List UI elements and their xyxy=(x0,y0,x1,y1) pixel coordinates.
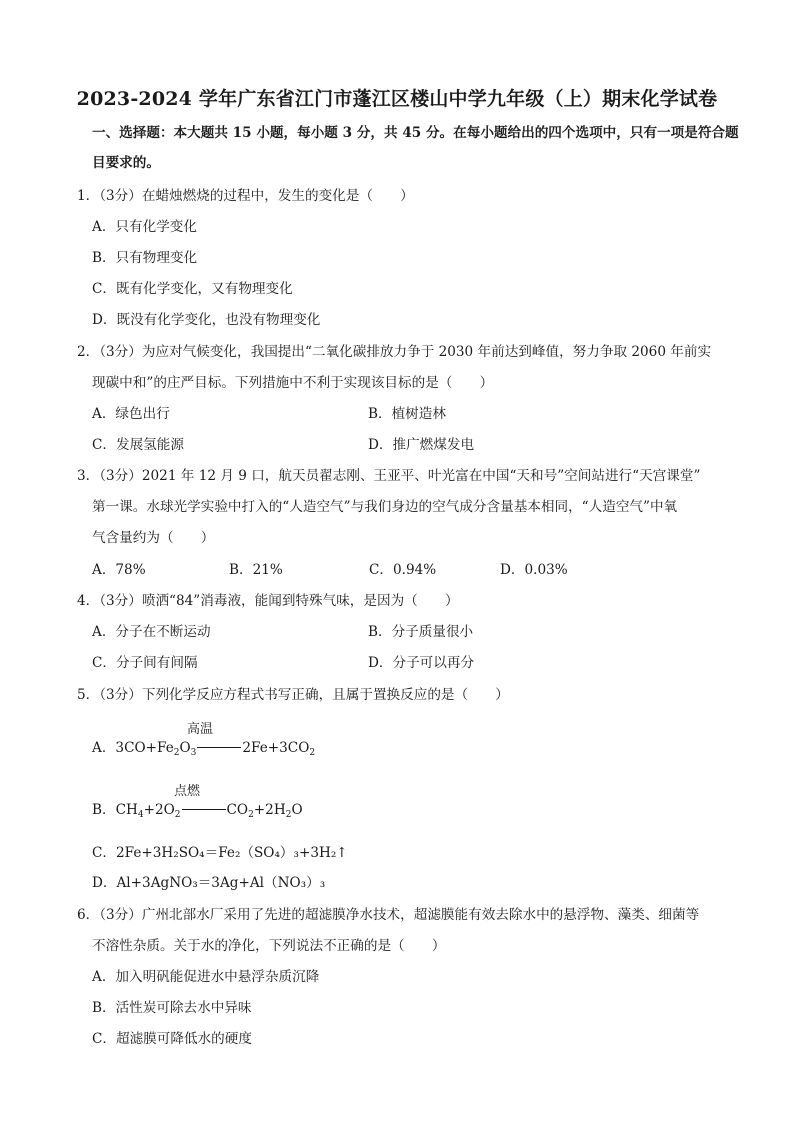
q5-b-label: B． xyxy=(92,802,116,818)
q5-stem: 5．（3分）下列化学反应方程式书写正确，且属于置换反应的是（ ） xyxy=(77,687,509,703)
q1-option-d: D．既没有化学变化，也没有物理变化 xyxy=(92,312,321,328)
q2-option-a: A．绿色出行 xyxy=(92,406,170,422)
q5-b-condition: 点燃 xyxy=(174,784,201,799)
q5-a-reactant: 3CO+Fe xyxy=(115,740,174,756)
q5-option-a xyxy=(92,739,315,762)
q2-option-b: B．植树造林 xyxy=(368,406,446,422)
q6-stem-line2: 不溶性杂质。关于水的净化，下列说法不正确的是（ ） xyxy=(92,938,446,954)
q5-a-sub2: 3 xyxy=(190,748,197,758)
q2-option-d: D．推广燃煤发电 xyxy=(368,437,475,453)
q3-option-c: C．0.94% xyxy=(369,562,437,578)
q5-a-product: 2Fe+3CO xyxy=(242,740,310,756)
q6-stem-line1: 6．（3分）广州北部水厂采用了先进的超滤膜净水技术，超滤膜能有效去除水中的悬浮物、藻类、细菌等 xyxy=(77,907,700,923)
q5-b-sub4: 2 xyxy=(285,810,292,820)
q3-stem-line2: 第一课。水球光学实验中打入的“人造空气”与我们身边的空气成分含量基本相同，“人造空气”中氧 xyxy=(92,499,678,515)
section-instructions-line1: 一、选择题：本大题共 15 小题，每小题 3 分，共 45 分。在每小题给出的四个选项中，只有一项是符合题 xyxy=(92,125,739,141)
q3-option-d: D．0.03% xyxy=(500,562,568,578)
q5-option-b xyxy=(92,801,303,824)
q5-a-sub3: 2 xyxy=(309,748,316,758)
q6-option-c: C．超滤膜可降低水的硬度 xyxy=(92,1031,252,1047)
q4-option-b: B．分子质量很小 xyxy=(368,624,474,640)
q1-option-b: B．只有物理变化 xyxy=(92,250,198,266)
q5-b-reactant-mid: +2O xyxy=(143,802,175,818)
q5-option-d: D．Al+3AgNO₃＝3Ag+Al（NO₃）₃ xyxy=(92,875,326,891)
q5-a-sub1: 2 xyxy=(173,748,180,758)
q1-option-c: C．既有化学变化，又有物理变化 xyxy=(92,281,293,297)
q4-option-c: C．分子间有间隔 xyxy=(92,655,198,671)
q5-b-sub1: 4 xyxy=(137,810,144,820)
q2-stem-line1: 2．（3分）为应对气候变化，我国提出“二氧化碳排放力争于 2030 年前达到峰值，努力争取 2060 年前实 xyxy=(77,344,712,360)
q5-b-sub2: 2 xyxy=(174,810,181,820)
page-title: 2023-2024 学年广东省江门市蓬江区楼山中学九年级（上）期末化学试卷 xyxy=(76,88,718,110)
q5-b-reactant: CH xyxy=(115,802,138,818)
q1-stem: 1．（3分）在蜡烛燃烧的过程中，发生的变化是（ ） xyxy=(77,188,414,204)
q4-stem: 4．（3分）喷洒“84”消毒液，能闻到特殊气味，是因为（ ） xyxy=(77,593,459,609)
q5-a-label: A． xyxy=(92,740,116,756)
q6-option-a: A．加入明矾能促进水中悬浮杂质沉降 xyxy=(92,969,320,985)
q5-b-product2: +2H xyxy=(253,802,286,818)
q5-b-product3: O xyxy=(291,802,303,818)
section-instructions-line2: 目要求的。 xyxy=(92,155,160,171)
q6-option-b: B．活性炭可除去水中异味 xyxy=(92,1000,252,1016)
q5-b-sub3: 2 xyxy=(248,810,254,820)
q4-option-d: D．分子可以再分 xyxy=(368,655,475,671)
q3-stem-line3: 气含量约为（ ） xyxy=(92,530,215,546)
q1-option-a: A．只有化学变化 xyxy=(92,219,197,235)
q3-stem-line1: 3．（3分）2021 年 12 月 9 口，航天员翟志刚、王亚平、叶光富在中国“天和号”空间站进行“天宫课堂” xyxy=(77,468,701,484)
q3-option-a: A．78% xyxy=(92,562,146,578)
q3-option-b: B．21% xyxy=(229,562,283,578)
q5-a-reactant-mid: O xyxy=(179,740,191,756)
q2-option-c: C．发展氢能源 xyxy=(92,437,184,453)
q5-a-condition: 高温 xyxy=(187,722,214,737)
q4-option-a: A．分子在不断运动 xyxy=(92,624,211,640)
q2-stem-line2: 现碳中和”的庄严目标。下列措施中不利于实现该目标的是（ ） xyxy=(92,375,494,391)
q5-option-c: C．2Fe+3H₂SO₄＝Fe₂（SO₄）₃+3H₂↑ xyxy=(92,845,348,861)
q5-b-product: CO xyxy=(226,802,249,818)
